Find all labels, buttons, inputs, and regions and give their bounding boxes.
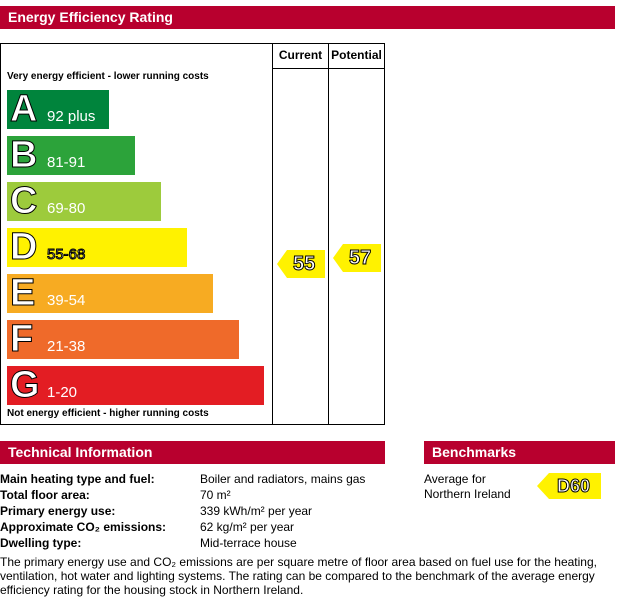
- tech-row-value: 62 kg/m² per year: [200, 520, 295, 534]
- band-letter: C: [10, 180, 38, 222]
- tech-row-label: Total floor area:: [0, 488, 90, 502]
- band-range: 39-54: [47, 292, 86, 309]
- band-letter: F: [10, 318, 34, 360]
- band-range: 55-68: [47, 246, 86, 263]
- rating-band-d: [7, 228, 187, 267]
- tech-row-label: Dwelling type:: [0, 536, 82, 550]
- rating-band-e: [7, 274, 213, 313]
- band-range: 92 plus: [47, 108, 96, 125]
- top-note: Very energy efficient - lower running costs: [7, 71, 209, 82]
- potential-rating-value-box: [343, 244, 379, 272]
- tech-row-value: 70 m²: [200, 488, 231, 502]
- rating-band-c: [7, 182, 161, 221]
- tech-row-label: Main heating type and fuel:: [0, 472, 155, 486]
- band-range: 21-38: [47, 338, 86, 355]
- band-letter: E: [10, 272, 36, 314]
- benchmark-badge-value: D60: [557, 476, 591, 496]
- divider: [328, 44, 329, 424]
- rating-band-f: [7, 320, 239, 359]
- band-letter: G: [10, 364, 40, 406]
- potential-rating-value: 57: [349, 247, 372, 269]
- tech-row-label: Approximate CO₂ emissions:: [0, 520, 167, 534]
- column-header-potential: Potential: [331, 48, 382, 62]
- band-range: 1-20: [47, 384, 78, 401]
- current-rating-value-box: [287, 250, 323, 278]
- tech-row-value: Mid-terrace house: [200, 536, 297, 550]
- current-rating-value: 55: [293, 253, 316, 275]
- benchmark-label-line1: Average for: [424, 472, 486, 486]
- technical-info-header: Technical Information: [0, 441, 385, 464]
- tech-row-value: Boiler and radiators, mains gas: [200, 472, 366, 486]
- band-letter: D: [10, 226, 38, 268]
- band-letter: A: [10, 88, 38, 130]
- band-range: 81-91: [47, 154, 86, 171]
- rating-chart: [0, 43, 385, 425]
- benchmarks-header: Benchmarks: [424, 441, 615, 464]
- rating-band-a: [7, 90, 109, 129]
- band-range: 69-80: [47, 200, 86, 217]
- tech-row-value: 339 kWh/m² per year: [200, 504, 313, 518]
- energy-rating-header: Energy Efficiency Rating: [0, 6, 615, 29]
- column-header-current: Current: [278, 48, 323, 62]
- divider: [272, 44, 273, 424]
- rating-band-b: [7, 136, 135, 175]
- benchmark-label-line2: Northern Ireland: [424, 487, 511, 501]
- bottom-note: Not energy efficient - higher running costs: [7, 408, 209, 419]
- rating-band-g: [7, 366, 264, 405]
- footer-note: The primary energy use and CO₂ emissions are per square metre of floor area based on fuel use for the heating, ventilation, hot water and lighting systems. The rating can be compared to the benchmark of the average energy efficiency rating for the housing stock in Northern Ireland.: [0, 555, 597, 597]
- band-letter: B: [10, 134, 38, 176]
- divider: [273, 68, 384, 69]
- tech-row-label: Primary energy use:: [0, 504, 116, 518]
